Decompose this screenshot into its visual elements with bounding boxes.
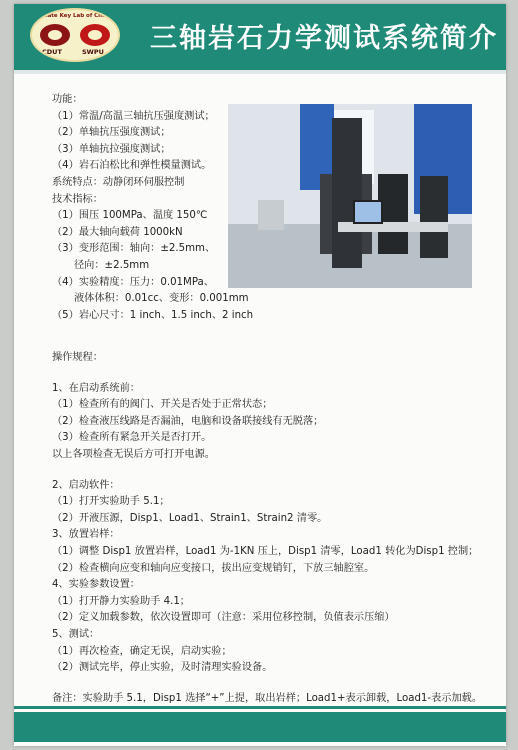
text-line: （2）检查液压线路是否漏油，电脑和设备联接线有无脱落； (52, 415, 324, 427)
text-line: （4）岩石泊松比和弹性模量测试。 (52, 160, 212, 172)
photo-aux-unit (258, 200, 284, 230)
text-line: （1）常温/高温三轴抗压强度测试； (52, 110, 215, 122)
text-line: 5、测试： (52, 628, 100, 640)
text-line: （3）单轴抗拉强度测试； (52, 143, 171, 155)
text-line: （1）围压 100MPa、温度 150℃ (52, 210, 208, 222)
text-line: 液体体积：0.01cc、变形：0.001mm (74, 293, 249, 305)
text-line: 以上各项检查无误后方可打开电源。 (52, 448, 215, 460)
text-line: （2）单轴抗压强度测试； (52, 127, 171, 139)
logo-swpu-label: SWPU (82, 48, 104, 56)
spacer (52, 464, 482, 478)
text-line: （1）再次检查，确定无误，启动实验； (52, 645, 232, 657)
text-line: 备注：实验助手 5.1，Disp1 选择“+”上提，取出岩样；Load1+表示卸载，Load1-表示加载。 (52, 692, 483, 704)
logo-left-emblem (40, 24, 70, 46)
logo-ring-text: State Key Lab of China (41, 13, 112, 19)
text-line: 功能： (52, 94, 83, 105)
photo-monitor (353, 200, 383, 224)
text-line: 4、实验参数设置： (52, 579, 140, 591)
text-line: （1）打开静力实验助手 4.1； (52, 595, 190, 607)
photo-triaxial-frame (332, 118, 362, 268)
text-line: （5）岩心尺寸：1 inch、1.5 inch、2 inch (52, 309, 254, 321)
lab-logo (30, 8, 120, 62)
intro-section (52, 92, 253, 324)
text-line: 径向：±2.5mm (74, 259, 150, 271)
text-line: （1）调整 Disp1 放置岩样，Load1 为-1KN 压上，Disp1 清零，Load1 转化为Disp1 控制； (52, 545, 479, 557)
spacer (52, 677, 482, 691)
photo-hydraulic-cabinet (420, 176, 448, 258)
text-line: （2）开液压源，Disp1、Load1、Strain1、Strain2 清零。 (52, 512, 328, 524)
text-line: 3、放置岩样： (52, 529, 120, 541)
text-line: 操作规程： (52, 352, 103, 363)
procedure-section (52, 350, 482, 707)
text-line: （2）检查横向应变和轴向应变接口，拔出应变规销钉，下放三轴腔室。 (52, 562, 375, 574)
spacer (52, 367, 482, 381)
text-line: （1）打开实验助手 5.1； (52, 496, 170, 508)
text-line: 2、启动软件： (52, 479, 120, 491)
text-line: （4）实验精度：压力：0.01MPa、 (52, 276, 214, 288)
footer-banner (14, 712, 506, 742)
text-line: 技术指标： (52, 193, 103, 205)
text-line: （3）检查所有紧急开关是否打开。 (52, 432, 212, 444)
text-line: 1、在启动系统前： (52, 382, 140, 394)
text-line: 系统特点：动静闭环伺服控制 (52, 176, 185, 188)
logo-right-emblem (80, 24, 110, 46)
page-title: 三轴岩石力学测试系统简介 (150, 23, 498, 54)
text-line: （3）变形范围：轴向：±2.5mm、 (52, 243, 216, 255)
logo-cdut-label: CDUT (42, 48, 62, 56)
text-line: （2）最大轴向载荷 1000kN (52, 226, 183, 238)
text-line: （2）测试完毕，停止实验，及时清理实验设备。 (52, 662, 273, 674)
header-strip (14, 70, 506, 74)
text-line: （1）检查所有的阀门、开关是否处于正常状态； (52, 399, 273, 411)
equipment-photo (228, 104, 472, 288)
text-line: （2）定义加载参数，依次设置即可（注意：采用位移控制，负值表示压缩） (52, 612, 395, 624)
